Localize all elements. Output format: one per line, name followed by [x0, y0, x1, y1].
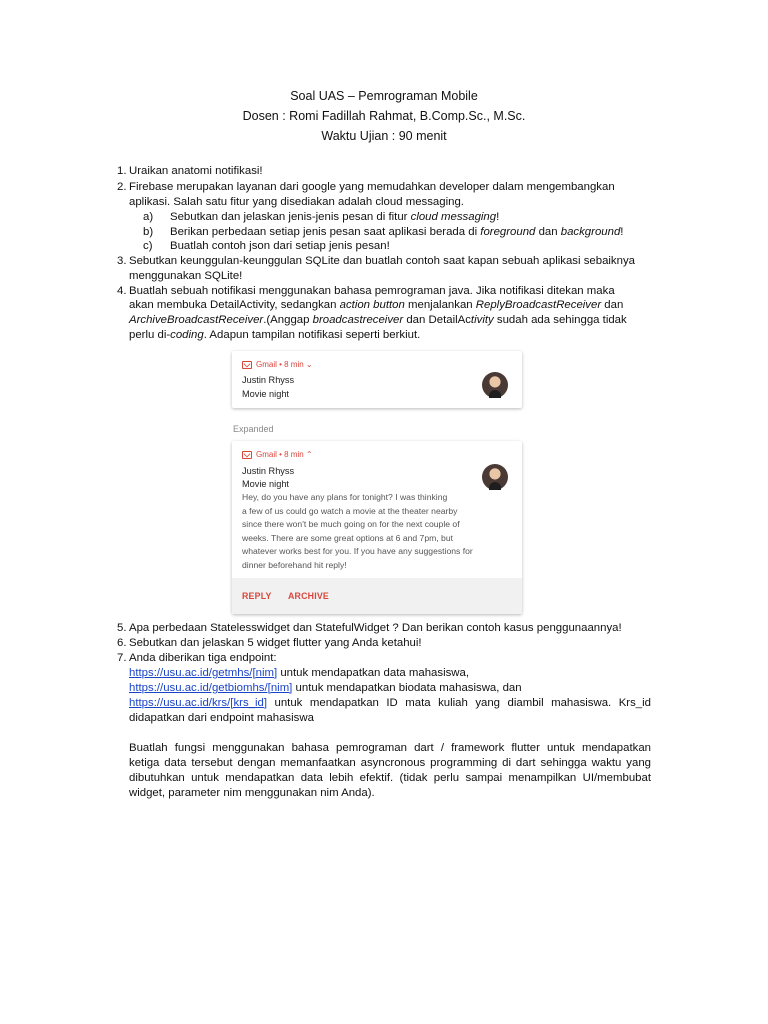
notification-header — [242, 450, 313, 459]
q2a-label: a) — [143, 211, 154, 223]
expanded-label: Expanded — [233, 424, 274, 434]
lecturer-name: Dosen : Romi Fadillah Rahmat, B.Comp.Sc., M.Sc. — [242, 109, 526, 123]
body-line: whatever works best for you. If you have any suggestions for — [242, 546, 473, 557]
endpoint-2-link[interactable]: https://usu.ac.id/getbiomhs/[nim] — [129, 682, 293, 694]
task-para-line: Buatlah fungsi menggunakan bahasa pemrograman dart / framework flutter untuk mendapatkan — [129, 742, 651, 754]
archive-button[interactable]: ARCHIVE — [288, 591, 329, 601]
task-para-line: dibutuhkan untuk mendapatkan data lebih efektif. (tidak perlu sampai menampilkan UI/membubat — [129, 772, 651, 784]
q3-number: 3. — [117, 255, 127, 267]
notification-body — [242, 491, 512, 573]
q7-intro: Anda diberikan tiga endpoint: — [129, 652, 277, 664]
q5-number: 5. — [117, 622, 127, 634]
body-line: Hey, do you have any plans for tonight? I was thinking — [242, 492, 448, 502]
q2-line2: aplikasi. Salah satu fitur yang disediakan adalah cloud messaging. — [129, 196, 464, 208]
body-line: dinner beforehand hit reply! — [242, 559, 347, 570]
exam-header — [0, 86, 768, 146]
q5-text: Apa perbedaan Statelesswidget dan StatefulWidget ? Dan berikan contoh kasus penggunaannya! — [129, 622, 622, 634]
endpoint-3-link[interactable]: https://usu.ac.id/krs/[krs_id] — [129, 697, 268, 709]
exam-title: Soal UAS – Pemrograman Mobile — [290, 89, 478, 103]
q6-number: 6. — [117, 637, 127, 649]
sender-avatar — [482, 372, 508, 398]
q1-text: Uraikan anatomi notifikasi! — [129, 165, 263, 177]
q2b-label: b) — [143, 226, 154, 238]
endpoint-1-link[interactable]: https://usu.ac.id/getmhs/[nim] — [129, 667, 278, 679]
q6-text: Sebutkan dan jelaskan 5 widget flutter yang Anda ketahui! — [129, 637, 422, 649]
q4-number: 4. — [117, 285, 127, 297]
body-line: a few of us could go watch a movie at the theater nearby — [242, 505, 458, 516]
q4-line1: Buatlah sebuah notifikasi menggunakan bahasa pemrograman java. Jika notifikasi ditekan maka — [129, 285, 615, 297]
q2c-text: Buatlah contoh json dari setiap jenis pesan! — [170, 240, 390, 252]
sender-avatar — [482, 464, 508, 490]
endpoint-1: https://usu.ac.id/getmhs/[nim] untuk mendapatkan data mahasiswa, — [129, 667, 470, 679]
q1-number: 1. — [117, 165, 127, 177]
reply-button[interactable]: REPLY — [242, 591, 272, 601]
notification-collapsed — [232, 351, 522, 408]
gmail-icon — [242, 361, 252, 369]
task-para-line: ketiga data tersebut dengan memanfaatkan asyncronous programming di dart sehingga waktu yang — [129, 757, 651, 769]
notification-expanded — [232, 441, 522, 614]
notification-subject: Movie night — [242, 479, 289, 489]
q4-line3: ArchiveBroadcastReceiver.(Anggap broadcastreceiver dan DetailActivity sudah ada sehingga tidak — [129, 314, 627, 326]
q3-line2: menggunakan SQLite! — [129, 270, 243, 282]
notification-sender: Justin Rhyss — [242, 466, 295, 476]
gmail-icon — [242, 451, 252, 459]
endpoint-3-line2: didapatkan dari endpoint mahasiswa — [129, 712, 314, 724]
q4-line2: akan membuka DetailActivity, sedangkan action button menjalankan ReplyBroadcastReceiver dan — [129, 299, 624, 311]
q7-number: 7. — [117, 652, 127, 664]
q2-line1: Firebase merupakan layanan dari google yang memudahkan developer dalam mengembangkan — [129, 181, 615, 193]
task-para-line: widget, parameter nim menggunakan nim Anda). — [129, 787, 375, 799]
notification-sender: Justin Rhyss — [242, 375, 295, 385]
notification-actions — [232, 578, 522, 614]
notification-app-time: Gmail • 8 min ⌃ — [256, 450, 313, 459]
notification-subject: Movie night — [242, 389, 289, 399]
q2b-text: Berikan perbedaan setiap jenis pesan saat aplikasi berada di foreground dan background! — [170, 226, 624, 238]
q3-line1: Sebutkan keunggulan-keunggulan SQLite dan buatlah contoh saat kapan sebuah aplikasi sebaiknya — [129, 255, 635, 267]
body-line: since there won't be much going on for the next couple of — [242, 519, 460, 530]
notification-header — [242, 360, 313, 369]
q2a-text: Sebutkan dan jelaskan jenis-jenis pesan di fitur cloud messaging! — [170, 211, 500, 223]
q2-number: 2. — [117, 181, 127, 193]
exam-duration: Waktu Ujian : 90 menit — [321, 129, 447, 143]
endpoint-2: https://usu.ac.id/getbiomhs/[nim] untuk mendapatkan biodata mahasiswa, dan — [129, 682, 522, 694]
q2c-label: c) — [143, 240, 153, 252]
q4-line4: perlu di-coding. Adapun tampilan notifikasi seperti berkiut. — [129, 329, 421, 341]
body-line: weeks. There are some great options at 6 and 7pm, but — [242, 532, 453, 543]
notification-app-time: Gmail • 8 min ⌄ — [256, 360, 313, 369]
endpoint-3: https://usu.ac.id/krs/[krs_id] untuk mendapatkan ID mata kuliah yang diambil mahasiswa. Krs_id — [129, 697, 651, 709]
